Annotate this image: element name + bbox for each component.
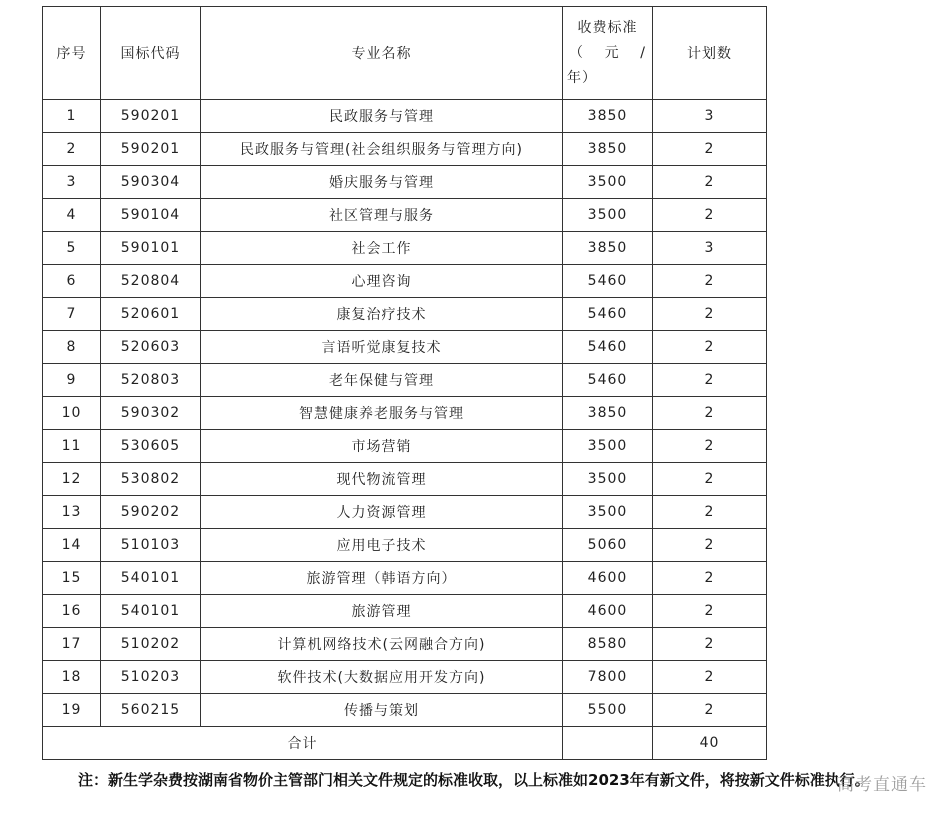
cell-fee: 5460 — [563, 298, 653, 331]
header-plan: 计划数 — [653, 7, 767, 100]
table-row — [43, 199, 767, 232]
cell-name: 人力资源管理 — [201, 496, 563, 529]
table-row — [43, 265, 767, 298]
table-row — [43, 628, 767, 661]
header-seq: 序号 — [43, 7, 101, 100]
table-row — [43, 496, 767, 529]
cell-code: 590201 — [101, 100, 201, 133]
cell-seq: 17 — [43, 628, 101, 661]
cell-code: 540101 — [101, 562, 201, 595]
cell-plan: 2 — [653, 265, 767, 298]
cell-name: 软件技术(大数据应用开发方向) — [201, 661, 563, 694]
header-code: 国标代码 — [101, 7, 201, 100]
cell-fee: 5060 — [563, 529, 653, 562]
cell-fee: 3500 — [563, 199, 653, 232]
cell-code: 510203 — [101, 661, 201, 694]
cell-code: 590304 — [101, 166, 201, 199]
table-row — [43, 298, 767, 331]
cell-plan: 3 — [653, 232, 767, 265]
cell-seq: 5 — [43, 232, 101, 265]
cell-fee: 5460 — [563, 364, 653, 397]
cell-plan: 2 — [653, 199, 767, 232]
cell-code: 520804 — [101, 265, 201, 298]
cell-name: 民政服务与管理(社会组织服务与管理方向) — [201, 133, 563, 166]
cell-code: 530802 — [101, 463, 201, 496]
cell-seq: 14 — [43, 529, 101, 562]
header-fee — [563, 7, 653, 100]
cell-plan: 3 — [653, 100, 767, 133]
table-row — [43, 166, 767, 199]
cell-seq: 7 — [43, 298, 101, 331]
table-row — [43, 562, 767, 595]
header-fee-line3: 年） — [567, 69, 597, 86]
cell-code: 590302 — [101, 397, 201, 430]
cell-plan: 2 — [653, 133, 767, 166]
cell-name: 老年保健与管理 — [201, 364, 563, 397]
cell-code: 520803 — [101, 364, 201, 397]
cell-name: 心理咨询 — [201, 265, 563, 298]
header-fee-line2 — [567, 41, 648, 66]
cell-seq: 2 — [43, 133, 101, 166]
cell-seq: 19 — [43, 694, 101, 727]
table-row — [43, 232, 767, 265]
cell-plan: 2 — [653, 595, 767, 628]
cell-plan: 2 — [653, 463, 767, 496]
cell-name: 社会工作 — [201, 232, 563, 265]
cell-plan: 2 — [653, 562, 767, 595]
header-fee-unit: 元 — [604, 44, 620, 61]
cell-plan: 2 — [653, 661, 767, 694]
cell-seq: 15 — [43, 562, 101, 595]
table-row — [43, 397, 767, 430]
cell-fee: 4600 — [563, 562, 653, 595]
cell-name: 旅游管理 — [201, 595, 563, 628]
cell-name: 应用电子技术 — [201, 529, 563, 562]
cell-code: 520603 — [101, 331, 201, 364]
cell-fee: 4600 — [563, 595, 653, 628]
cell-plan: 2 — [653, 628, 767, 661]
cell-fee: 3500 — [563, 463, 653, 496]
cell-seq: 1 — [43, 100, 101, 133]
cell-plan: 2 — [653, 397, 767, 430]
cell-seq: 3 — [43, 166, 101, 199]
cell-plan: 2 — [653, 298, 767, 331]
cell-fee: 3850 — [563, 133, 653, 166]
cell-fee: 5460 — [563, 331, 653, 364]
cell-fee: 3500 — [563, 430, 653, 463]
cell-code: 540101 — [101, 595, 201, 628]
cell-name: 旅游管理（韩语方向） — [201, 562, 563, 595]
cell-plan: 2 — [653, 694, 767, 727]
cell-code: 520601 — [101, 298, 201, 331]
table-row — [43, 694, 767, 727]
cell-fee: 3500 — [563, 166, 653, 199]
header-name: 专业名称 — [201, 7, 563, 100]
cell-fee: 3850 — [563, 397, 653, 430]
header-fee-open-paren: （ — [569, 44, 584, 61]
table-row — [43, 364, 767, 397]
table-row — [43, 430, 767, 463]
cell-fee: 8580 — [563, 628, 653, 661]
header-row — [43, 7, 767, 100]
table-footer — [43, 727, 767, 760]
header-fee-slash: / — [640, 44, 646, 61]
cell-name: 智慧健康养老服务与管理 — [201, 397, 563, 430]
cell-plan: 2 — [653, 496, 767, 529]
cell-fee: 7800 — [563, 661, 653, 694]
cell-seq: 8 — [43, 331, 101, 364]
total-label: 合计 — [43, 727, 563, 760]
cell-code: 590104 — [101, 199, 201, 232]
cell-name: 婚庆服务与管理 — [201, 166, 563, 199]
total-row — [43, 727, 767, 760]
cell-code: 530605 — [101, 430, 201, 463]
cell-code: 590202 — [101, 496, 201, 529]
cell-fee: 3500 — [563, 496, 653, 529]
cell-fee: 3850 — [563, 232, 653, 265]
table-row — [43, 100, 767, 133]
table-body — [43, 100, 767, 727]
table-row — [43, 595, 767, 628]
cell-name: 市场营销 — [201, 430, 563, 463]
cell-code: 510202 — [101, 628, 201, 661]
cell-plan: 2 — [653, 529, 767, 562]
cell-code: 510103 — [101, 529, 201, 562]
table-row — [43, 529, 767, 562]
cell-name: 民政服务与管理 — [201, 100, 563, 133]
cell-plan: 2 — [653, 166, 767, 199]
cell-seq: 13 — [43, 496, 101, 529]
cell-name: 康复治疗技术 — [201, 298, 563, 331]
fee-plan-table — [42, 6, 767, 760]
cell-seq: 6 — [43, 265, 101, 298]
cell-name: 言语听觉康复技术 — [201, 331, 563, 364]
cell-plan: 2 — [653, 430, 767, 463]
cell-seq: 16 — [43, 595, 101, 628]
cell-fee: 5500 — [563, 694, 653, 727]
table-row — [43, 463, 767, 496]
cell-code: 590201 — [101, 133, 201, 166]
table-row — [43, 133, 767, 166]
cell-seq: 9 — [43, 364, 101, 397]
cell-code: 560215 — [101, 694, 201, 727]
cell-seq: 18 — [43, 661, 101, 694]
cell-seq: 4 — [43, 199, 101, 232]
cell-fee: 3850 — [563, 100, 653, 133]
watermark: 高考直通车 — [837, 775, 927, 795]
table-row — [43, 331, 767, 364]
total-plan: 40 — [653, 727, 767, 760]
cell-seq: 11 — [43, 430, 101, 463]
cell-fee: 5460 — [563, 265, 653, 298]
table-row — [43, 661, 767, 694]
cell-name: 社区管理与服务 — [201, 199, 563, 232]
cell-plan: 2 — [653, 331, 767, 364]
cell-seq: 10 — [43, 397, 101, 430]
total-fee — [563, 727, 653, 760]
cell-plan: 2 — [653, 364, 767, 397]
cell-seq: 12 — [43, 463, 101, 496]
cell-name: 传播与策划 — [201, 694, 563, 727]
fee-note: 注：新生学杂费按湖南省物价主管部门相关文件规定的标准收取，以上标准如2023年有新文件，将按新文件标准执行。 — [78, 771, 870, 789]
table-header — [43, 7, 767, 100]
cell-name: 现代物流管理 — [201, 463, 563, 496]
header-fee-line1: 收费标准 — [577, 19, 638, 36]
cell-name: 计算机网络技术(云网融合方向) — [201, 628, 563, 661]
cell-code: 590101 — [101, 232, 201, 265]
